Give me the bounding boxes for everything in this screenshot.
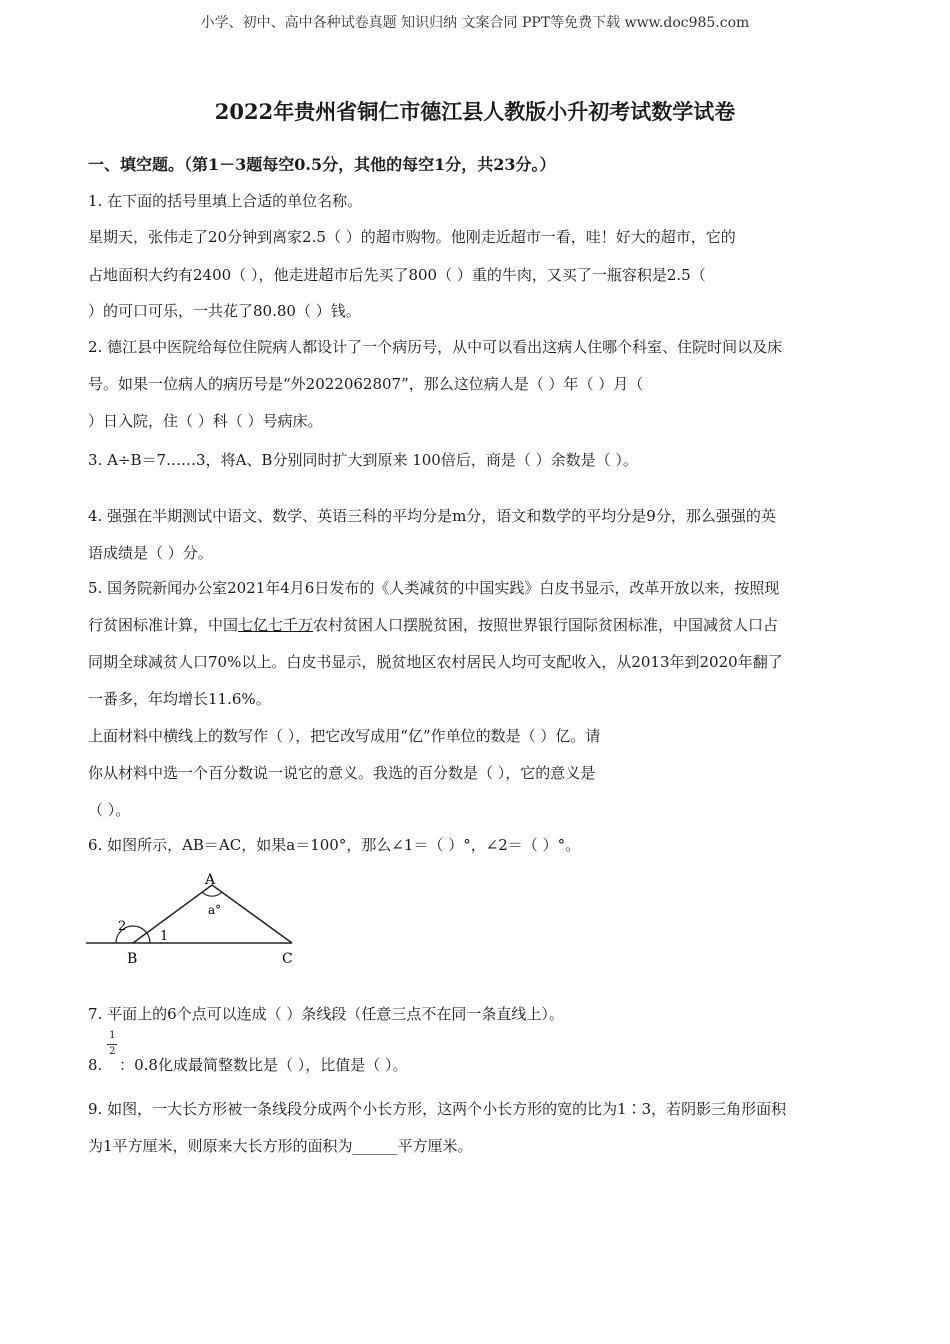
section-heading: 一、填空题。（第1－3题每空0.5分，其他的每空1分，共23分。） bbox=[88, 155, 556, 174]
q5-line: 一番多，年均增长11.6%。 bbox=[88, 690, 271, 708]
q5-line: 上面材料中横线上的数写作（ ），把它改写成用“亿”作单位的数是（ ）亿。请 bbox=[88, 727, 601, 745]
label-2: 2 bbox=[118, 919, 127, 934]
q5-text: 农村贫困人口摆脱贫困，按照世界银行国际贫困标准，中国减贫人口占 bbox=[313, 616, 779, 634]
q1-line: ）的可口可乐，一共花了80.80（ ）钱。 bbox=[88, 302, 361, 320]
q6-line: 6. 如图所示，AB＝AC，如果a＝100°，那么∠1＝（ ）°，∠2＝（ ）°。 bbox=[88, 836, 581, 854]
label-A: A bbox=[205, 872, 216, 888]
page-title: 2022年贵州省铜仁市德江县人教版小升初考试数学试卷 bbox=[214, 99, 736, 124]
label-C: C bbox=[282, 951, 293, 967]
q1-line: 星期天，张伟走了20分钟到离家2.5（ ）的超市购物。他刚走近超市一看，哇！好大的超市，它的 bbox=[88, 228, 736, 246]
q1-line: 占地面积大约有2400（ ），他走进超市后先买了800（ ）重的牛肉，又买了一瓶容积是2.5（ bbox=[88, 266, 706, 284]
q3-line: 3. A÷B＝7……3，将A、B分别同时扩大到原来 100倍后，商是（ ）余数是（ ）。 bbox=[88, 451, 638, 469]
label-a: a° bbox=[208, 903, 222, 917]
q1-intro: 1. 在下面的括号里填上合适的单位名称。 bbox=[88, 192, 363, 210]
fraction-denominator: 2 bbox=[109, 1046, 116, 1057]
q9-line: 9. 如图，一大长方形被一条线段分成两个小长方形，这两个小长方形的宽的比为1∶3，若阴影三角形面积 bbox=[88, 1100, 787, 1118]
q8-text: ：0.8化成最简整数比是（ ），比值是（ ）。 bbox=[119, 1056, 408, 1074]
q4-line: 4. 强强在半期测试中语文、数学、英语三科的平均分是m分，语文和数学的平均分是9分，那么强强的英 bbox=[88, 507, 776, 525]
label-1: 1 bbox=[160, 929, 169, 944]
q5-line: 同期全球减贫人口70%以上。白皮书显示，脱贫地区农村居民人均可支配收入，从2013年到2020年翻了 bbox=[88, 653, 783, 671]
underlined-number: 七亿七千万 bbox=[238, 616, 314, 634]
label-B: B bbox=[127, 951, 138, 967]
fraction-one-half bbox=[107, 1030, 119, 1072]
q8-line bbox=[88, 1030, 408, 1075]
q7-line: 7. 平面上的6个点可以连成（ ）条线段（任意三点不在同一条直线上）。 bbox=[88, 1005, 564, 1023]
q2-line: 2. 德江县中医院给每位住院病人都设计了一个病历号，从中可以看出这病人住哪个科室、住院时间以及床 bbox=[88, 338, 783, 356]
page-header: 小学、初中、高中各种试卷真题 知识归纳 文案合同 PPT等免费下载 www.doc985.com bbox=[200, 15, 750, 31]
q9-line: 为1平方厘米，则原来大长方形的面积为______平方厘米。 bbox=[88, 1137, 473, 1155]
q2-line: 号。如果一位病人的病历号是“外2022062807”，那么这位病人是（ ）年（ ）月（ bbox=[88, 375, 644, 393]
triangle-figure bbox=[84, 868, 314, 973]
q5-line bbox=[88, 614, 778, 635]
q2-line: ）日入院，住（ ）科（ ）号病床。 bbox=[88, 412, 323, 430]
fraction-numerator: 1 bbox=[109, 1030, 116, 1041]
q5-line: （ ）。 bbox=[88, 801, 131, 819]
q8-number: 8. bbox=[88, 1056, 108, 1074]
q5-text: 行贫困标准计算，中国 bbox=[88, 616, 239, 634]
q5-line: 5. 国务院新闻办公室2021年4月6日发布的《人类减贫的中国实践》白皮书显示，改革开放以来，按照现 bbox=[88, 579, 780, 597]
fraction-bar bbox=[107, 1044, 117, 1045]
q4-line: 语成绩是（ ）分。 bbox=[88, 544, 213, 562]
q5-line: 你从材料中选一个百分数说一说它的意义。我选的百分数是（ ），它的意义是 bbox=[88, 764, 596, 782]
